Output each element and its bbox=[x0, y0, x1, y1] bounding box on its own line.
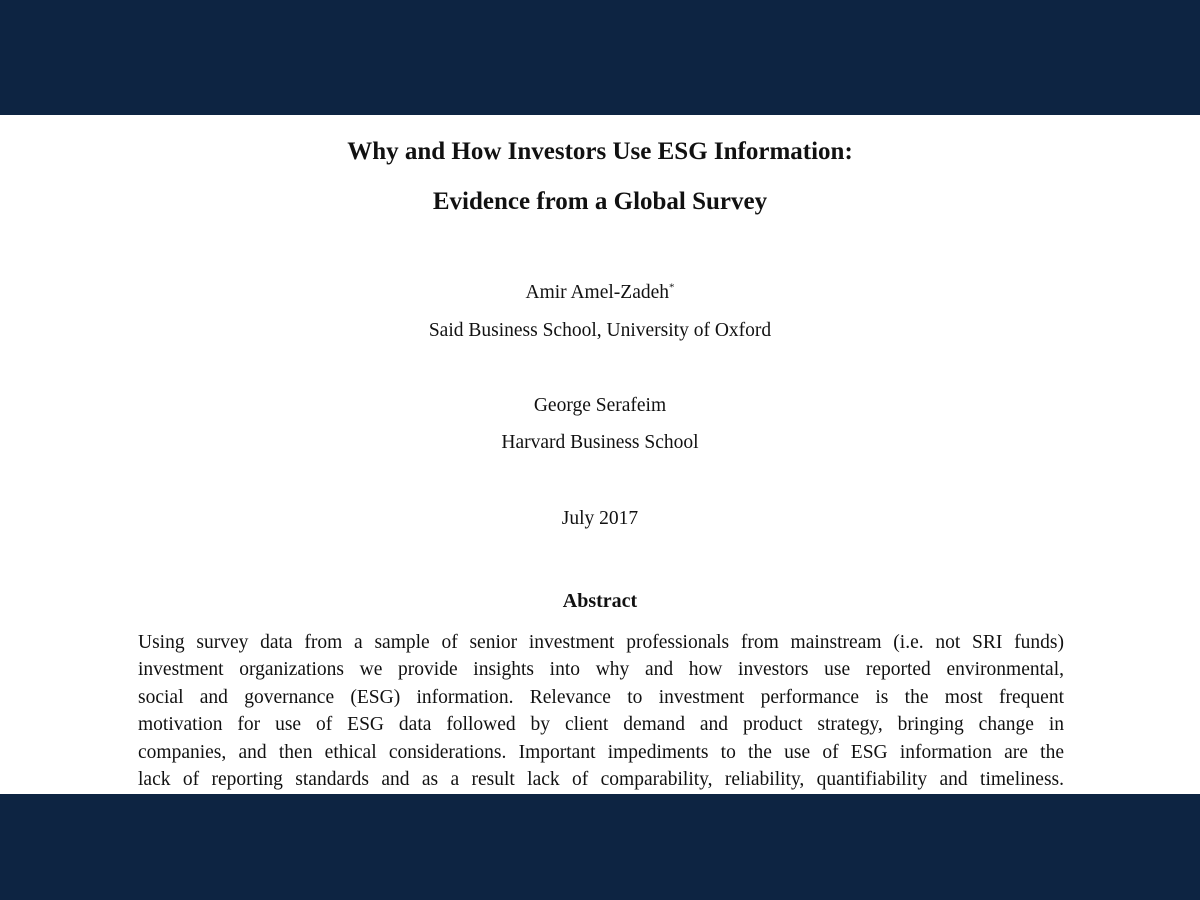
author-2-affiliation: Harvard Business School bbox=[501, 432, 699, 453]
abstract-line: companies, and then ethical considerations. Important impediments to the use of ESG information are the bbox=[138, 741, 1064, 763]
author-1-affiliation: Said Business School, University of Oxford bbox=[428, 320, 772, 341]
paper-date: July 2017 bbox=[561, 508, 639, 529]
author-1-footnote-mark: * bbox=[669, 281, 675, 294]
abstract-line: Using survey data from a sample of senior investment professionals from mainstream (i.e. not SRI funds) bbox=[138, 632, 1064, 653]
abstract-line: investment organizations we provide insights into why and how investors use reported environmental, bbox=[138, 659, 1064, 681]
top-navy-bar bbox=[0, 0, 1200, 115]
author-2-name: George Serafeim bbox=[533, 395, 667, 416]
author-1-name-text: Amir Amel-Zadeh bbox=[525, 282, 669, 303]
paper-title-line-1: Why and How Investors Use ESG Information: bbox=[347, 138, 853, 165]
abstract-heading: Abstract bbox=[562, 590, 638, 612]
author-1-name bbox=[0, 281, 1200, 305]
bottom-navy-bar bbox=[0, 794, 1200, 900]
abstract-line: lack of reporting standards and as a result lack of comparability, reliability, quantifiability and timeliness. bbox=[138, 768, 1064, 790]
paper-page bbox=[0, 115, 1200, 794]
paper-title-line-2: Evidence from a Global Survey bbox=[432, 188, 768, 215]
abstract-line: social and governance (ESG) information. Relevance to investment performance is the most frequent bbox=[138, 686, 1064, 708]
abstract-line: motivation for use of ESG data followed by client demand and product strategy, bringing change in bbox=[138, 714, 1064, 736]
abstract-body bbox=[138, 629, 1064, 793]
